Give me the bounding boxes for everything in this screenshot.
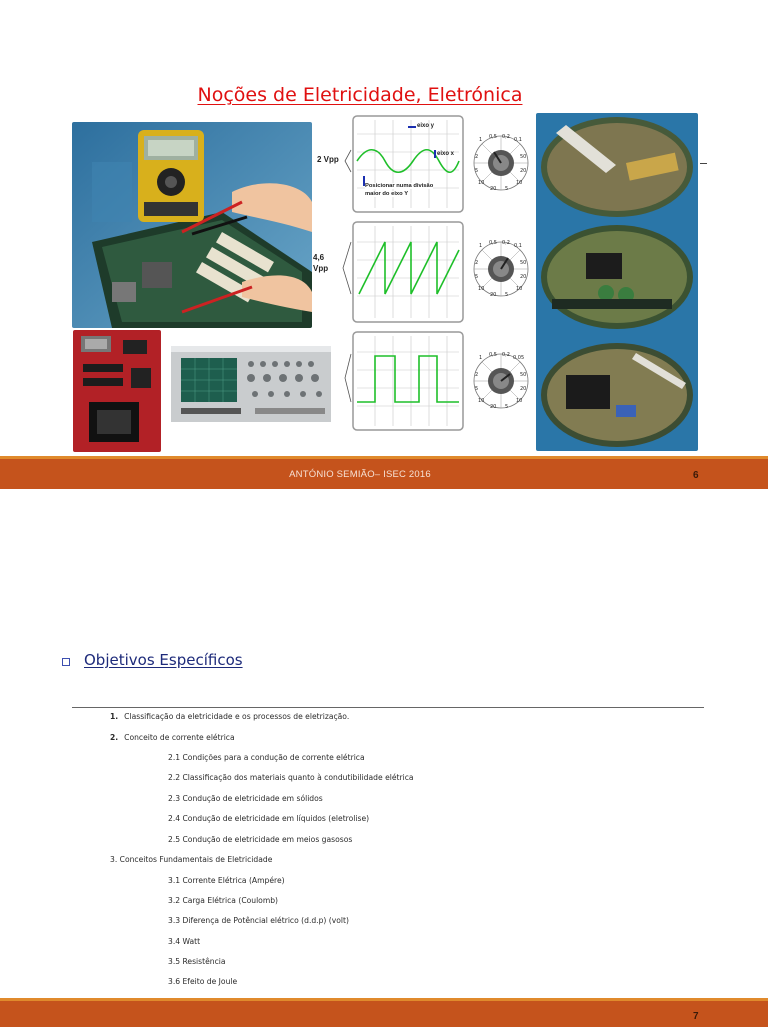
dial1-label-b: 0,5 [489,134,497,140]
scope-panel-square [313,330,465,432]
dial3-label-g: 10 [478,398,485,404]
objective-text: Classificação da eletricidade e os processos de eletrização. [124,712,350,721]
dial2-label-f: 5 [475,274,479,280]
dial1-label-d: 0,1 [514,137,522,143]
objective-item [168,937,200,946]
objective-item [168,916,349,925]
dial3-label-d: 0,05 [513,355,525,361]
dial2-label-d: 0,1 [514,243,522,249]
objective-item [168,876,285,885]
objective-item [168,977,237,986]
leader-line [700,163,707,164]
scope-panel-sine [313,114,465,214]
dial3-label-l: 50 [520,372,527,378]
dial3-label-f: 5 [475,386,479,392]
objective-item [168,957,226,966]
sawtooth-amplitude-unit: Vpp [313,264,329,273]
objective-number: 2. [110,733,119,742]
axis-x-label: eixo x [437,151,455,157]
volts-div-dial-2 [472,238,530,300]
dial3-label-i: 5 [505,404,509,410]
multimeter-photo [72,122,312,328]
dial1-label-c: 0,2 [502,134,510,140]
sine-amplitude-label: 2 Vpp [317,155,339,164]
dial1-label-g: 10 [478,180,485,186]
objective-number: 1. [110,712,119,721]
objective-item [168,794,323,803]
objective-text: 3.4 Watt [168,937,201,946]
objective-text: 2.4 Condução de eletricidade em líquidos (eletrolise) [168,814,370,823]
dial2-label-e: 2 [475,260,479,266]
dial2-label-j: 10 [516,286,523,292]
dial2-label-k: 20 [520,274,527,280]
objective-text: 3.5 Resistência [168,957,226,966]
dial2-label-l: 50 [520,260,527,266]
dial3-label-c: 0,2 [502,352,510,358]
scope-panel-sawtooth [313,220,465,324]
objective-item [168,835,352,844]
objective-item [110,733,235,742]
dial3-label-b: 0,5 [489,352,497,358]
dial1-label-a: 1 [479,137,483,143]
dial1-label-k: 20 [520,168,527,174]
scope-note-line2: maior do eixo Y [365,191,409,197]
objective-text: 3.2 Carga Elétrica (Coulomb) [168,896,279,905]
dial2-label-i: 5 [505,292,509,298]
slide2-page-number: 7 [693,1011,699,1022]
volts-div-dial-3 [472,350,530,412]
dial1-label-i: 5 [505,186,509,192]
dial1-label-l: 50 [520,154,527,160]
dial3-label-j: 10 [516,398,523,404]
volts-div-dial-1 [472,132,530,194]
objective-text: 2.1 Condições para a condução de corrente elétrica [168,753,365,762]
dial2-label-g: 10 [478,286,485,292]
objective-item [110,712,349,721]
objective-text: 2.5 Condução de eletricidade em meios gasosos [168,835,353,844]
dial3-label-h: 20 [490,404,497,410]
dial1-label-j: 10 [516,180,523,186]
dial3-label-a: 1 [479,355,483,361]
oscilloscope-photo [165,332,337,438]
dial2-label-c: 0,2 [502,240,510,246]
slide1-title: Noções de Eletricidade, Eletrónica [197,84,523,106]
objective-text: Conceito de corrente elétrica [124,733,235,742]
dial1-label-f: 5 [475,168,479,174]
slide1-footer-author: ANTÓNIO SEMIÃO– ISEC 2016 [289,469,431,480]
slide2-heading: Objetivos Específicos [84,651,243,669]
objective-item [168,896,278,905]
dial1-label-h: 20 [490,186,497,192]
slide2-footer [0,998,768,1027]
dial2-label-a: 1 [479,243,483,249]
objective-item [168,814,369,823]
objective-text: 2.3 Condução de eletricidade em sólidos [168,794,323,803]
scope-note-line1: Posicionar numa divisão [365,183,434,189]
heading-divider [72,707,704,708]
dial2-label-b: 0,5 [489,240,497,246]
square-bullet-icon [62,658,70,666]
objective-item [168,753,365,762]
slide1-page-number: 6 [693,470,699,481]
dial3-label-e: 2 [475,372,479,378]
objective-text: 3. Conceitos Fundamentais de Eletricidade [110,855,273,864]
dial3-label-k: 20 [520,386,527,392]
sawtooth-amplitude-value: 4,6 [313,253,325,262]
objective-text: 3.3 Diferença de Potêncial elétrico (d.d.p) (volt) [168,916,349,925]
red-circuit-board-photo [73,330,161,452]
objective-item [168,773,414,782]
objective-text: 3.1 Corrente Elétrica (Ampére) [168,876,285,885]
axis-y-label: eixo y [417,123,435,129]
dial2-label-h: 20 [490,292,497,298]
objective-text: 3.6 Efeito de Joule [168,977,238,986]
slide1-footer [0,456,768,489]
dial1-label-e: 2 [475,154,479,160]
objective-item [110,855,272,864]
soldering-photos-column [536,113,698,451]
objective-text: 2.2 Classificação dos materiais quanto à condutibilidade elétrica [168,773,414,782]
